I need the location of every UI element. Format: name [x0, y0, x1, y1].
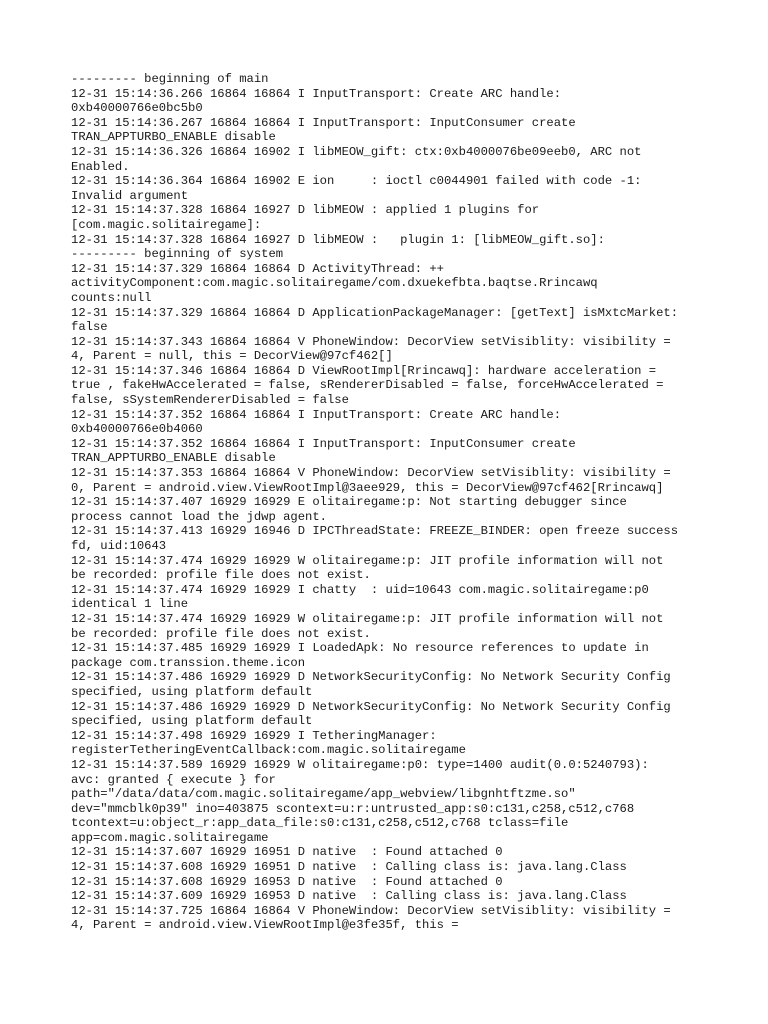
log-line: 12-31 15:14:37.609 16929 16953 D native : Calling class is: java.lang.Class	[71, 889, 627, 904]
log-line: 12-31 15:14:37.486 16929 16929 D NetworkSecurityConfig: No Network Security Config	[71, 670, 671, 685]
log-line: 12-31 15:14:37.474 16929 16929 I chatty : uid=10643 com.magic.solitairegame:p0	[71, 582, 649, 597]
log-line: avc: granted { execute } for	[71, 772, 276, 787]
log-line: 12-31 15:14:36.266 16864 16864 I InputTransport: Create ARC handle:	[71, 86, 562, 101]
log-line: 12-31 15:14:36.326 16864 16902 I libMEOW_gift: ctx:0xb4000076be09eeb0, ARC not	[71, 144, 642, 159]
logcat-output	[71, 72, 701, 933]
log-line: 12-31 15:14:37.474 16929 16929 W olitairegame:p: JIT profile information will not	[71, 553, 664, 568]
log-line: 12-31 15:14:37.725 16864 16864 V PhoneWindow: DecorView setVisiblity: visibility =	[71, 903, 671, 918]
log-line: 12-31 15:14:36.364 16864 16902 E ion : ioctl c0044901 failed with code -1:	[71, 174, 642, 189]
log-line: TRAN_APPTURBO_ENABLE disable	[71, 451, 276, 466]
log-line: registerTetheringEventCallback:com.magic.solitairegame	[71, 743, 466, 758]
log-line: false, sSystemRendererDisabled = false	[71, 393, 349, 408]
log-line: false	[71, 320, 108, 335]
log-line: 12-31 15:14:37.608 16929 16953 D native : Found attached 0	[71, 874, 503, 889]
log-line: package com.transsion.theme.icon	[71, 655, 306, 670]
log-line: counts:null	[71, 290, 152, 305]
log-line: 0, Parent = android.view.ViewRootImpl@3aee929, this = DecorView@97cf462[Rrincawq]	[71, 480, 664, 495]
log-line: --------- beginning of system	[71, 247, 284, 262]
log-line: 12-31 15:14:37.353 16864 16864 V PhoneWindow: DecorView setVisiblity: visibility =	[71, 466, 671, 481]
log-line: tcontext=u:object_r:app_data_file:s0:c131,c258,c512,c768 tclass=file	[71, 816, 569, 831]
log-line: 12-31 15:14:37.352 16864 16864 I InputTransport: InputConsumer create	[71, 436, 576, 451]
log-line: [com.magic.solitairegame]:	[71, 217, 262, 232]
log-line: 12-31 15:14:37.329 16864 16864 D ActivityThread: ++	[71, 261, 444, 276]
log-line: 12-31 15:14:37.474 16929 16929 W olitairegame:p: JIT profile information will not	[71, 611, 664, 626]
log-line: 0xb40000766e0bc5b0	[71, 101, 203, 116]
log-line: process cannot load the jdwp agent.	[71, 509, 327, 524]
log-line: 4, Parent = null, this = DecorView@97cf462[]	[71, 349, 393, 364]
log-line: 12-31 15:14:37.407 16929 16929 E olitairegame:p: Not starting debugger since	[71, 495, 627, 510]
log-line: 12-31 15:14:36.267 16864 16864 I InputTransport: InputConsumer create	[71, 115, 576, 130]
log-line: 12-31 15:14:37.498 16929 16929 I TetheringManager:	[71, 728, 437, 743]
log-line: 12-31 15:14:37.352 16864 16864 I InputTransport: Create ARC handle:	[71, 407, 562, 422]
log-line: 12-31 15:14:37.346 16864 16864 D ViewRootImpl[Rrincawq]: hardware acceleration =	[71, 363, 657, 378]
log-line: 12-31 15:14:37.607 16929 16951 D native : Found attached 0	[71, 845, 503, 860]
log-line: TRAN_APPTURBO_ENABLE disable	[71, 130, 276, 145]
log-line: specified, using platform default	[71, 714, 313, 729]
log-line: activityComponent:com.magic.solitairegame/com.dxuekefbta.baqtse.Rrincawq	[71, 276, 598, 291]
log-line: 12-31 15:14:37.343 16864 16864 V PhoneWindow: DecorView setVisiblity: visibility =	[71, 334, 671, 349]
log-line: 4, Parent = android.view.ViewRootImpl@e3fe35f, this =	[71, 918, 459, 933]
log-line: true , fakeHwAccelerated = false, sRendererDisabled = false, forceHwAccelerated =	[71, 378, 664, 393]
log-line: 12-31 15:14:37.328 16864 16927 D libMEOW : applied 1 plugins for	[71, 203, 540, 218]
log-document	[71, 72, 701, 933]
log-line: app=com.magic.solitairegame	[71, 830, 269, 845]
log-line: Enabled.	[71, 159, 130, 174]
log-line: Invalid argument	[71, 188, 189, 203]
log-line: 12-31 15:14:37.328 16864 16927 D libMEOW : plugin 1: [libMEOW_gift.so]:	[71, 232, 605, 247]
log-line: identical 1 line	[71, 597, 189, 612]
log-line: 12-31 15:14:37.608 16929 16951 D native : Calling class is: java.lang.Class	[71, 860, 627, 875]
log-line: 12-31 15:14:37.413 16929 16946 D IPCThreadState: FREEZE_BINDER: open freeze success	[71, 524, 679, 539]
log-line: --------- beginning of main	[71, 72, 269, 86]
log-line: path="/data/data/com.magic.solitairegame/app_webview/libgnhtftzme.so"	[71, 787, 576, 802]
log-line: 0xb40000766e0b4060	[71, 422, 203, 437]
log-line: 12-31 15:14:37.485 16929 16929 I LoadedApk: No resource references to update in	[71, 641, 649, 656]
log-line: 12-31 15:14:37.329 16864 16864 D ApplicationPackageManager: [getText] isMxtcMarket:	[71, 305, 679, 320]
log-line: be recorded: profile file does not exist.	[71, 626, 371, 641]
log-line: be recorded: profile file does not exist.	[71, 568, 371, 583]
log-line: dev="mmcblk0p39" ino=403875 scontext=u:r:untrusted_app:s0:c131,c258,c512,c768	[71, 801, 635, 816]
log-line: fd, uid:10643	[71, 539, 167, 553]
log-line: 12-31 15:14:37.486 16929 16929 D NetworkSecurityConfig: No Network Security Config	[71, 699, 671, 714]
log-line: specified, using platform default	[71, 684, 313, 699]
log-line: 12-31 15:14:37.589 16929 16929 W olitairegame:p0: type=1400 audit(0.0:5240793):	[71, 757, 649, 772]
